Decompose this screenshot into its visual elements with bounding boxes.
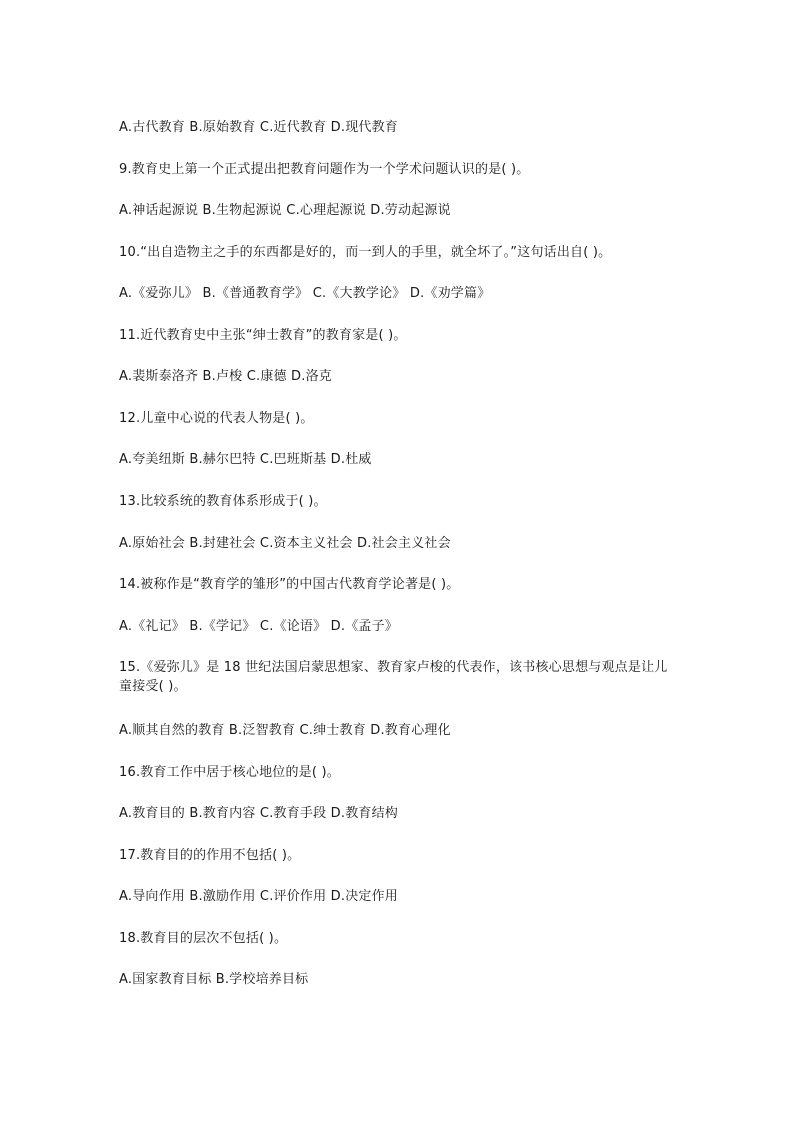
q18-options: A.国家教育目标 B.学校培养目标 (119, 972, 309, 987)
q12-question: 12.儿童中心说的代表人物是( )。 (119, 411, 314, 426)
q12-options: A.夸美纽斯 B.赫尔巴特 C.巴班斯基 D.杜威 (119, 452, 372, 467)
q10-options: A.《爱弥儿》 B.《普通教育学》 C.《大教学论》 D.《劝学篇》 (119, 286, 491, 301)
q11-question: 11.近代教育史中主张“绅士教育”的教育家是( )。 (119, 328, 407, 343)
q18-question: 18.教育目的层次不包括( )。 (119, 931, 288, 946)
q15-options: A.顺其自然的教育 B.泛智教育 C.绅士教育 D.教育心理化 (119, 723, 451, 738)
q16-question: 16.教育工作中居于核心地位的是( )。 (119, 765, 340, 780)
q14-question: 14.被称作是“教育学的雏形”的中国古代教育学论著是( )。 (119, 577, 460, 592)
q13-options: A.原始社会 B.封建社会 C.资本主义社会 D.社会主义社会 (119, 536, 451, 551)
q8-options: A.古代教育 B.原始教育 C.近代教育 D.现代教育 (119, 120, 398, 135)
q9-question: 9.教育史上第一个正式提出把教育问题作为一个学术问题认识的是( )。 (119, 162, 530, 177)
q11-options: A.裴斯泰洛齐 B.卢梭 C.康德 D.洛克 (119, 369, 332, 384)
q17-options: A.导向作用 B.激励作用 C.评价作用 D.决定作用 (119, 889, 398, 904)
q10-question: 10.“出自造物主之手的东西都是好的，而一到人的手里，就全坏了。”这句话出自( )。 (119, 245, 612, 260)
q15-question: 15.《爱弥儿》是 18 世纪法国启蒙思想家、教育家卢梭的代表作，该书核心思想与观点是让儿童接受( )。 (119, 660, 668, 694)
q9-options: A.神话起源说 B.生物起源说 C.心理起源说 D.劳动起源说 (119, 203, 451, 218)
q14-options: A.《礼记》 B.《学记》 C.《论语》 D.《孟子》 (119, 619, 398, 634)
q16-options: A.教育目的 B.教育内容 C.教育手段 D.教育结构 (119, 806, 398, 821)
q17-question: 17.教育目的的作用不包括( )。 (119, 848, 301, 863)
q13-question: 13.比较系统的教育体系形成于( )。 (119, 494, 327, 509)
